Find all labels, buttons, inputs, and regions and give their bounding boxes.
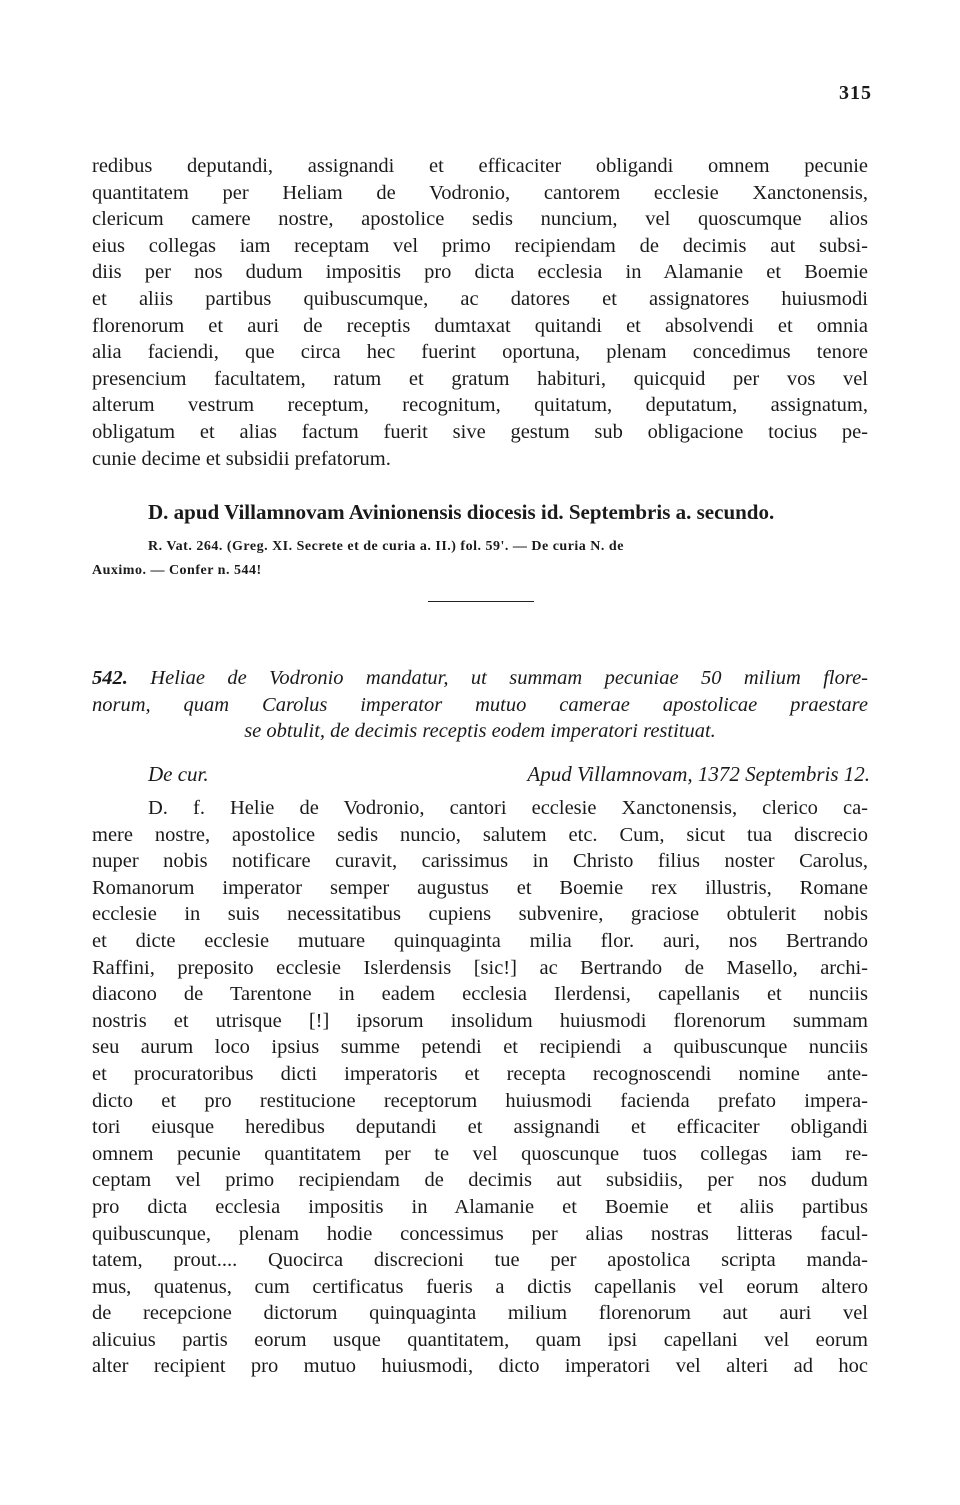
text-line: seu aurum loco ipsius summe petendi et recipiendi a quibuscunque nunciis bbox=[92, 1036, 868, 1059]
heading-text: Heliae de Vodronio mandatur, ut summam pecuniae 50 milium flore- bbox=[150, 667, 869, 689]
text-line: ecclesie in suis necessitatibus cupiens subvenire, graciose obtulerit nobis bbox=[92, 903, 868, 926]
text-line: pro dicta ecclesia impositis in Alamanie et Boemie et aliis partibus bbox=[92, 1195, 868, 1218]
entry-heading-line-1 bbox=[92, 665, 868, 692]
text-line: quibuscunque, plenam hodie concessimus per alias nostras litteras facul- bbox=[92, 1222, 868, 1245]
page-number: 315 bbox=[839, 82, 872, 104]
source-note-line: R. Vat. 264. (Greg. XI. Secrete et de curia a. II.) fol. 59'. — De curia N. de bbox=[148, 539, 624, 554]
text-line: de recepcione dictorum quinquaginta milium florenorum aut auri vel bbox=[92, 1302, 868, 1325]
text-line: tori eiusque heredibus deputandi et assignandi et efficaciter obligandi bbox=[92, 1116, 868, 1139]
paragraph-2 bbox=[92, 795, 868, 1380]
text-line: cunie decime et subsidii prefatorum. bbox=[92, 447, 391, 470]
text-line: eius collegas iam receptam vel primo recipiendam de decimis aut subsi- bbox=[92, 234, 868, 257]
text-line: alter recipient pro mutuo huiusmodi, dicto imperatori vel alteri ad hoc bbox=[92, 1355, 868, 1378]
entry-heading-line: norum, quam Carolus imperator mutuo camerae apostolicae praestare bbox=[92, 693, 868, 716]
text-line: Romanorum imperator semper augustus et Boemie rex illustris, Romane bbox=[92, 876, 868, 899]
entry-number: 542. bbox=[92, 667, 128, 689]
subhead-place-date: Apud Villamnovam, 1372 Septembris 12. bbox=[527, 762, 870, 786]
text-line: clericum camere nostre, apostolice sedis nuncium, vel quoscumque alios bbox=[92, 208, 868, 231]
text-line: diis per nos dudum impositis pro dicta ecclesia in Alamanie et Boemie bbox=[92, 261, 868, 284]
text-line: quantitatem per Heliam de Vodronio, cantorem ecclesie Xanctonensis, bbox=[92, 181, 868, 204]
text-line: alia faciendi, que circa hec fuerint oportuna, plenam concedimus tenore bbox=[92, 341, 868, 364]
source-note-line: Auximo. — Confer n. 544! bbox=[92, 563, 262, 578]
dateline: D. apud Villamnovam Avinionensis diocesis id. Septembris a. secundo. bbox=[148, 500, 775, 524]
text-line: D. f. Helie de Vodronio, cantori ecclesie Xanctonensis, clerico ca- bbox=[148, 797, 868, 819]
text-line: et aliis partibus quibuscumque, ac datores et assignatores huiusmodi bbox=[92, 287, 868, 310]
text-line: et dicte ecclesie mutuare quinquaginta milia flor. auri, nos Bertrando bbox=[92, 929, 868, 952]
text-line: florenorum et auri de receptis dumtaxat quitandi et absolvendi et omnia bbox=[92, 314, 868, 337]
text-line: alicuius partis eorum usque quantitatem, quam ipsi capellani vel eorum bbox=[92, 1328, 868, 1351]
entry-heading-line: se obtulit, de decimis receptis eodem imperatori restituat. bbox=[244, 720, 716, 743]
text-line: Raffini, preposito ecclesie Islerdensis [sic!] ac Bertrando de Masello, archi- bbox=[92, 956, 868, 979]
text-line: redibus deputandi, assignandi et efficaciter obligandi omnem pecunie bbox=[92, 155, 868, 177]
text-line: tatem, prout.... Quocirca discrecioni tue per apostolica scripta manda- bbox=[92, 1249, 868, 1272]
text-line: presencium facultatem, ratum et gratum habituri, quicquid per vos vel bbox=[92, 367, 868, 390]
text-line: mus, quatenus, cum certificatus fueris a dictis capellanis vel eorum altero bbox=[92, 1275, 868, 1298]
text-line: ceptam vel primo recipiendam de decimis aut subsidiis, per nos dudum bbox=[92, 1169, 868, 1192]
text-line: omnem pecunie quantitatem per te vel quoscunque tuos collegas iam re- bbox=[92, 1142, 868, 1165]
text-line: nostris et utrisque [!] ipsorum insolidum huiusmodi florenorum summam bbox=[92, 1009, 868, 1032]
paragraph-1 bbox=[92, 153, 868, 472]
text-line: et procuratoribus dicti imperatoris et recepta recognoscendi nomine ante- bbox=[92, 1062, 868, 1085]
text-line: alterum vestrum receptum, recognitum, quitatum, deputatum, assignatum, bbox=[92, 394, 868, 417]
section-divider bbox=[428, 601, 534, 602]
source-note bbox=[92, 535, 868, 583]
text-line: nuper nobis notificare curavit, carissimus in Christo filius noster Carolus, bbox=[92, 850, 868, 873]
text-line: diacono de Tarentone in eadem ecclesia Ilerdensi, capellanis et nunciis bbox=[92, 983, 868, 1006]
subhead-department: De cur. bbox=[148, 762, 209, 786]
text-line: dicto et pro restitucione receptorum huiusmodi facienda prefato impera- bbox=[92, 1089, 868, 1112]
entry-heading bbox=[92, 665, 868, 745]
text-line: obligatum et alias factum fuerit sive gestum sub obligacione tocius pe- bbox=[92, 420, 868, 443]
text-line: mere nostre, apostolice sedis nuncio, salutem etc. Cum, sicut tua discrecio bbox=[92, 823, 868, 846]
entry-subhead bbox=[148, 762, 870, 787]
